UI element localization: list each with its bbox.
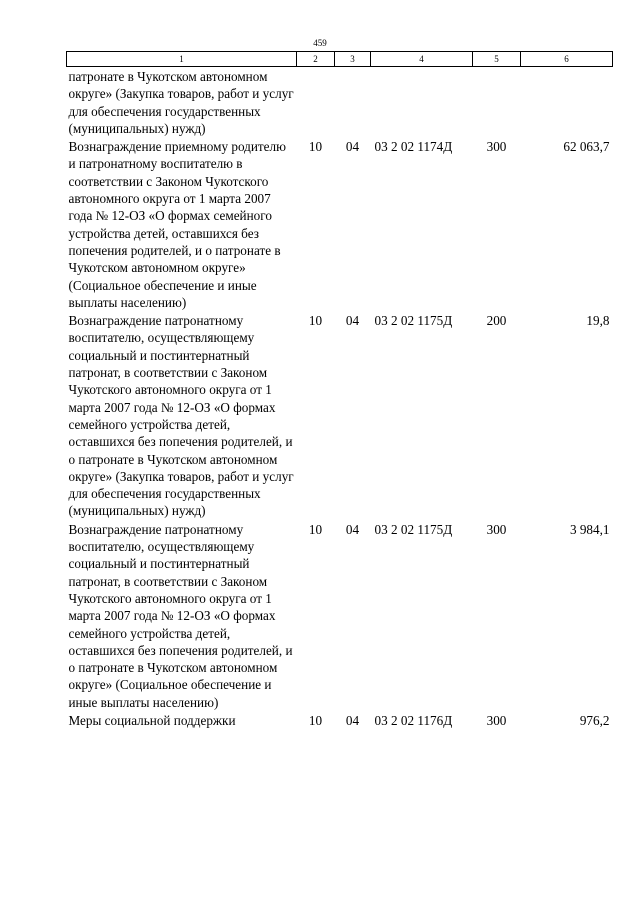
expense-type-code: 200 xyxy=(486,313,507,329)
expense-name: Вознаграждение патронатному воспитателю, осуществляющему социальный и постинтернатный патронат, в соответствии с Законом Чукотского автономного округа от 1 марта 2007 года № 12-ОЗ «О формах семейного устройства детей, оставшихся без попечения родителей, и о патронате в Чукотском автономном округе» (Социальное обеспечение и иные выплаты населению) xyxy=(68,521,293,710)
column-number: 2 xyxy=(297,52,335,67)
subsection-code: 04 xyxy=(345,139,360,155)
table-row xyxy=(67,67,613,138)
expense-name: патронате в Чукотском автономном округе» (Закупка товаров, работ и услуг для обеспечения государственных (муниципальных) нужд) xyxy=(68,69,294,136)
table-row xyxy=(67,520,613,711)
amount xyxy=(521,67,613,138)
section-code: 10 xyxy=(308,712,323,728)
expense-name: Меры социальной поддержки xyxy=(68,712,236,728)
expense-type-code: 300 xyxy=(486,521,507,537)
expense-type-code xyxy=(473,67,521,138)
expense-name: Вознаграждение патронатному воспитателю, осуществляющему социальный и постинтернатный патронат, в соответствии с Законом Чукотского автономного округа от 1 марта 2007 года № 12-ОЗ «О формах семейного устройства детей, оставшихся без попечения родителей, и о патронате в Чукотском автономном округе» (Закупка товаров, работ и услуг для обеспечения государственных (муниципальных) нужд) xyxy=(68,313,294,519)
table-row xyxy=(67,711,613,729)
table-row xyxy=(67,137,613,311)
expense-type-code: 300 xyxy=(486,139,507,155)
column-number-header xyxy=(67,52,613,67)
column-number: 1 xyxy=(67,52,297,67)
amount: 3 984,1 xyxy=(569,521,610,537)
subsection-code: 04 xyxy=(345,313,360,329)
column-number: 5 xyxy=(473,52,521,67)
subsection-code: 04 xyxy=(345,712,360,728)
amount: 976,2 xyxy=(579,712,610,728)
budget-table xyxy=(66,51,613,729)
section-code: 10 xyxy=(308,139,323,155)
section-code: 10 xyxy=(308,313,323,329)
target-item-code: 03 2 02 1174Д xyxy=(374,139,453,155)
section-code: 10 xyxy=(308,521,323,537)
column-number: 6 xyxy=(521,52,613,67)
table-row xyxy=(67,311,613,520)
subsection-code: 04 xyxy=(345,521,360,537)
target-item-code: 03 2 02 1175Д xyxy=(374,313,453,329)
expense-name: Вознаграждение приемному родителю и патронатному воспитателю в соответствии с Законом Чукотского автономного округа от 1 марта 2007 года № 12-ОЗ «О формах семейного устройства детей, оставшихся без попечения родителей, и о патронате в Чукотском автономном округе» (Социальное обеспечение и иные выплаты населению) xyxy=(68,139,286,310)
target-item-code xyxy=(371,67,473,138)
expense-type-code: 300 xyxy=(486,712,507,728)
target-item-code: 03 2 02 1175Д xyxy=(374,521,453,537)
amount: 62 063,7 xyxy=(563,139,610,155)
column-number: 4 xyxy=(371,52,473,67)
column-number: 3 xyxy=(335,52,371,67)
target-item-code: 03 2 02 1176Д xyxy=(374,712,453,728)
amount: 19,8 xyxy=(586,313,610,329)
page-number: 459 xyxy=(313,38,327,48)
section-code xyxy=(297,67,335,138)
subsection-code xyxy=(335,67,371,138)
